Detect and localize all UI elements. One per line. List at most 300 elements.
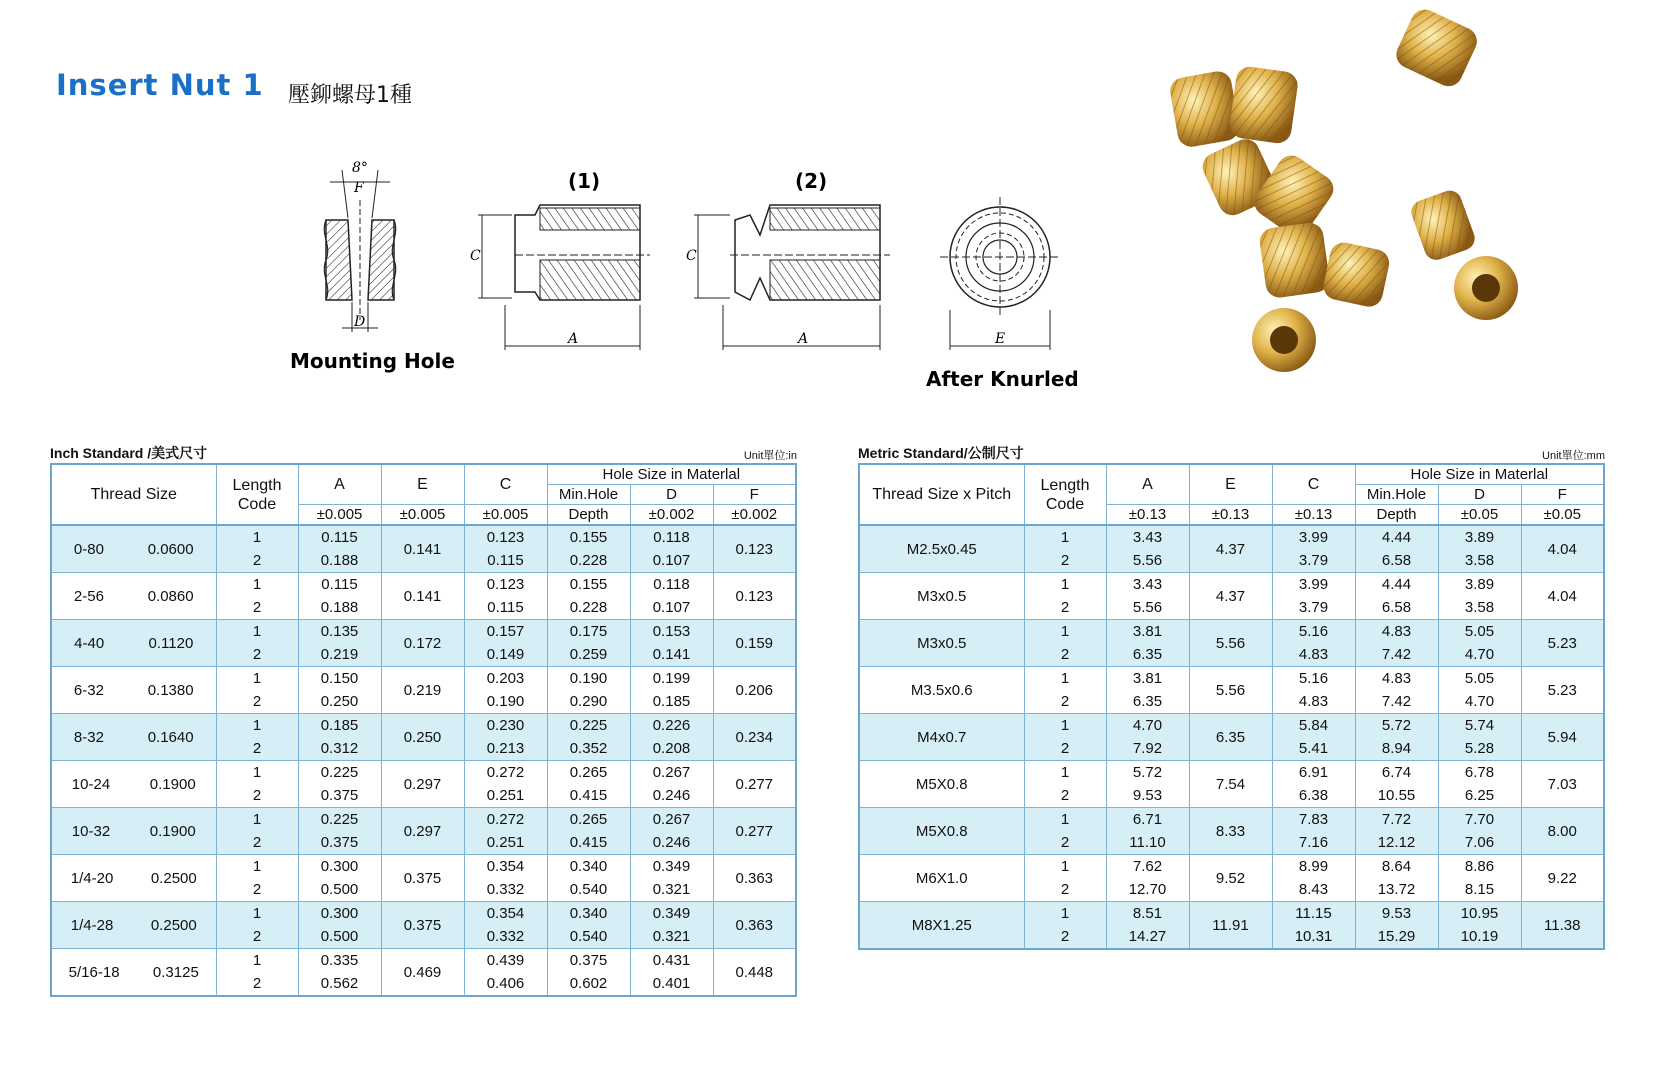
end-view-drawing <box>940 197 1060 350</box>
length-code-cell: 1 <box>216 949 298 973</box>
length-code-cell: 1 <box>216 902 298 926</box>
d-cell: 0.118 <box>630 525 713 549</box>
e-label: E <box>995 331 1006 347</box>
a-cell: 6.35 <box>1106 690 1189 714</box>
c-cell: 3.79 <box>1272 596 1355 620</box>
d-cell: 0.246 <box>630 784 713 808</box>
a-cell: 5.56 <box>1106 596 1189 620</box>
thread-size-cell: 10-32 0.1900 <box>51 808 216 855</box>
e-cell: 0.297 <box>381 761 464 808</box>
c-label-2: C <box>686 248 697 264</box>
minhole-cell: 0.602 <box>547 972 630 996</box>
d-cell: 3.89 <box>1438 525 1521 549</box>
a-cell: 0.188 <box>298 596 381 620</box>
thread-size-cell: 10-24 0.1900 <box>51 761 216 808</box>
minhole-cell: 9.53 <box>1355 902 1438 926</box>
length-code-cell: 2 <box>1024 596 1106 620</box>
c-cell: 0.439 <box>464 949 547 973</box>
c-cell: 5.84 <box>1272 714 1355 738</box>
minhole-cell: 4.83 <box>1355 667 1438 691</box>
variant2-label: (2) <box>795 169 828 193</box>
table-row <box>859 620 1604 644</box>
insert-variant1-drawing <box>478 205 650 350</box>
thread-size-cell: 8-32 0.1640 <box>51 714 216 761</box>
length-code-cell: 1 <box>1024 620 1106 644</box>
c-cell: 0.332 <box>464 878 547 902</box>
d-cell: 6.25 <box>1438 784 1521 808</box>
a-cell: 8.51 <box>1106 902 1189 926</box>
angle-label: 8° <box>352 160 368 176</box>
a-cell: 14.27 <box>1106 925 1189 949</box>
d-cell: 5.05 <box>1438 667 1521 691</box>
minhole-cell: 6.58 <box>1355 596 1438 620</box>
length-code-cell: 2 <box>216 784 298 808</box>
length-code-cell: 1 <box>216 573 298 597</box>
minhole-cell: 10.55 <box>1355 784 1438 808</box>
metric-table-section <box>858 443 1605 950</box>
length-code-cell: 2 <box>216 596 298 620</box>
depth-header: Depth <box>547 505 630 526</box>
e-cell: 0.141 <box>381 525 464 573</box>
minhole-cell: 0.190 <box>547 667 630 691</box>
d-cell: 0.153 <box>630 620 713 644</box>
d-cell: 6.78 <box>1438 761 1521 785</box>
table-row <box>859 855 1604 879</box>
product-photo <box>1168 0 1660 420</box>
a-cell: 11.10 <box>1106 831 1189 855</box>
a-cell: 6.71 <box>1106 808 1189 832</box>
a-cell: 0.150 <box>298 667 381 691</box>
minhole-cell: 7.72 <box>1355 808 1438 832</box>
d-cell: 10.95 <box>1438 902 1521 926</box>
length-code-cell: 1 <box>216 808 298 832</box>
length-code-cell: 2 <box>216 831 298 855</box>
d-cell: 0.185 <box>630 690 713 714</box>
minhole-cell: 12.12 <box>1355 831 1438 855</box>
c-cell: 0.354 <box>464 902 547 926</box>
d-cell: 0.199 <box>630 667 713 691</box>
minhole-cell: 0.352 <box>547 737 630 761</box>
c-cell: 11.15 <box>1272 902 1355 926</box>
e-cell: 8.33 <box>1189 808 1272 855</box>
c-cell: 5.16 <box>1272 667 1355 691</box>
a-cell: 0.115 <box>298 573 381 597</box>
c-cell: 0.272 <box>464 761 547 785</box>
c-cell: 0.123 <box>464 525 547 549</box>
thread-size-cell: M4x0.7 <box>859 714 1024 761</box>
c-cell: 6.91 <box>1272 761 1355 785</box>
a-cell: 0.115 <box>298 525 381 549</box>
a-cell: 4.70 <box>1106 714 1189 738</box>
c-cell: 0.115 <box>464 549 547 573</box>
inch-table-title: Inch Standard /美式尺寸 <box>50 445 208 461</box>
f-cell: 9.22 <box>1521 855 1604 902</box>
minhole-cell: 0.540 <box>547 925 630 949</box>
a-cell: 9.53 <box>1106 784 1189 808</box>
a-cell: 3.43 <box>1106 573 1189 597</box>
c-cell: 4.83 <box>1272 690 1355 714</box>
a-cell: 0.312 <box>298 737 381 761</box>
minhole-cell: 0.340 <box>547 902 630 926</box>
length-code-cell: 2 <box>216 643 298 667</box>
table-row <box>859 808 1604 832</box>
length-code-cell: 1 <box>1024 902 1106 926</box>
length-code-cell: 1 <box>216 714 298 738</box>
c-cell: 0.203 <box>464 667 547 691</box>
f-cell: 5.23 <box>1521 620 1604 667</box>
d-cell: 0.226 <box>630 714 713 738</box>
length-code-cell: 1 <box>216 525 298 549</box>
d-cell: 3.58 <box>1438 549 1521 573</box>
a-cell: 0.562 <box>298 972 381 996</box>
c-cell: 0.115 <box>464 596 547 620</box>
minhole-cell: 0.540 <box>547 878 630 902</box>
a-tolerance: ±0.005 <box>298 505 381 526</box>
a-label-1: A <box>568 331 579 347</box>
brass-insert-group <box>1168 5 1518 372</box>
thread-pitch-header: Thread Size x Pitch <box>859 464 1024 525</box>
minhole-cell: 0.228 <box>547 596 630 620</box>
minhole-cell: 8.94 <box>1355 737 1438 761</box>
c-cell: 0.190 <box>464 690 547 714</box>
d-cell: 0.431 <box>630 949 713 973</box>
variant1-label: (1) <box>568 169 601 193</box>
thread-size-cell: 1/4-20 0.2500 <box>51 855 216 902</box>
thread-size-cell: M5X0.8 <box>859 808 1024 855</box>
minhole-cell: 6.58 <box>1355 549 1438 573</box>
c-cell: 7.83 <box>1272 808 1355 832</box>
f-cell: 0.277 <box>713 761 796 808</box>
d-cell: 0.401 <box>630 972 713 996</box>
c-cell: 3.79 <box>1272 549 1355 573</box>
minhole-cell: 0.265 <box>547 808 630 832</box>
length-code-cell: 2 <box>1024 690 1106 714</box>
e-cell: 11.91 <box>1189 902 1272 950</box>
thread-size-header: Thread Size <box>51 464 216 525</box>
c-cell: 0.251 <box>464 831 547 855</box>
length-code-cell: 2 <box>1024 643 1106 667</box>
a-cell: 5.56 <box>1106 549 1189 573</box>
a-header: A <box>298 464 381 505</box>
length-code-cell: 2 <box>1024 549 1106 573</box>
length-code-cell: 1 <box>1024 761 1106 785</box>
a-cell: 3.81 <box>1106 667 1189 691</box>
f-cell: 0.448 <box>713 949 796 997</box>
c-header: C <box>1272 464 1355 505</box>
e-cell: 0.219 <box>381 667 464 714</box>
e-header: E <box>1189 464 1272 505</box>
minhole-cell: 6.74 <box>1355 761 1438 785</box>
minhole-cell: 0.375 <box>547 949 630 973</box>
hole-size-header: Hole Size in Materlal <box>1355 464 1604 485</box>
length-code-cell: 1 <box>1024 667 1106 691</box>
hole-size-header: Hole Size in Materlal <box>547 464 796 485</box>
c-cell: 0.123 <box>464 573 547 597</box>
d-cell: 0.321 <box>630 925 713 949</box>
a-cell: 0.500 <box>298 925 381 949</box>
minhole-cell: 0.228 <box>547 549 630 573</box>
d-label: D <box>354 314 366 330</box>
a-cell: 0.375 <box>298 784 381 808</box>
c-cell: 0.213 <box>464 737 547 761</box>
c-cell: 0.157 <box>464 620 547 644</box>
d-tolerance: ±0.002 <box>630 505 713 526</box>
c-cell: 8.99 <box>1272 855 1355 879</box>
minhole-cell: 0.175 <box>547 620 630 644</box>
c-cell: 10.31 <box>1272 925 1355 949</box>
minhole-cell: 0.265 <box>547 761 630 785</box>
thread-size-cell: 4-40 0.1120 <box>51 620 216 667</box>
thread-size-cell: M3x0.5 <box>859 620 1024 667</box>
d-cell: 5.28 <box>1438 737 1521 761</box>
a-cell: 0.300 <box>298 902 381 926</box>
a-cell: 0.188 <box>298 549 381 573</box>
a-cell: 3.43 <box>1106 525 1189 549</box>
table-row <box>51 667 796 691</box>
thread-size-cell: M3.5x0.6 <box>859 667 1024 714</box>
e-cell: 5.56 <box>1189 667 1272 714</box>
a-cell: 0.375 <box>298 831 381 855</box>
minhole-cell: 15.29 <box>1355 925 1438 949</box>
a-cell: 7.62 <box>1106 855 1189 879</box>
a-cell: 0.300 <box>298 855 381 879</box>
inch-table <box>50 463 797 997</box>
f-cell: 8.00 <box>1521 808 1604 855</box>
c-cell: 4.83 <box>1272 643 1355 667</box>
a-header: A <box>1106 464 1189 505</box>
e-cell: 0.375 <box>381 902 464 949</box>
a-cell: 0.500 <box>298 878 381 902</box>
a-cell: 7.92 <box>1106 737 1189 761</box>
e-cell: 6.35 <box>1189 714 1272 761</box>
e-cell: 0.469 <box>381 949 464 997</box>
d-cell: 0.267 <box>630 808 713 832</box>
a-label-2: A <box>798 331 809 347</box>
f-cell: 11.38 <box>1521 902 1604 950</box>
e-cell: 0.375 <box>381 855 464 902</box>
e-tolerance: ±0.005 <box>381 505 464 526</box>
table-row <box>859 667 1604 691</box>
c-cell: 6.38 <box>1272 784 1355 808</box>
table-row <box>51 902 796 926</box>
length-code-cell: 1 <box>1024 573 1106 597</box>
length-code-cell: 2 <box>216 925 298 949</box>
a-cell: 12.70 <box>1106 878 1189 902</box>
d-header: D <box>630 485 713 505</box>
minhole-cell: 7.42 <box>1355 690 1438 714</box>
length-code-cell: 1 <box>1024 855 1106 879</box>
minhole-cell: 4.44 <box>1355 573 1438 597</box>
c-cell: 0.230 <box>464 714 547 738</box>
thread-size-cell: 2-56 0.0860 <box>51 573 216 620</box>
f-cell: 5.23 <box>1521 667 1604 714</box>
table-row <box>51 573 796 597</box>
title-chinese: 壓鉚螺母1種 <box>288 83 412 108</box>
c-tolerance: ±0.13 <box>1272 505 1355 526</box>
mounting-hole-label: Mounting Hole <box>290 349 455 373</box>
length-code-cell: 2 <box>1024 784 1106 808</box>
f-label: F <box>354 180 364 196</box>
length-code-cell: 1 <box>216 620 298 644</box>
thread-size-cell: 5/16-18 0.3125 <box>51 949 216 997</box>
f-cell: 0.363 <box>713 902 796 949</box>
table-row <box>51 714 796 738</box>
metric-table <box>858 463 1605 950</box>
table-row <box>51 525 796 549</box>
minhole-cell: 4.83 <box>1355 620 1438 644</box>
minhole-cell: 8.64 <box>1355 855 1438 879</box>
length-code-cell: 2 <box>216 549 298 573</box>
a-cell: 0.185 <box>298 714 381 738</box>
table-row <box>859 573 1604 597</box>
length-code-cell: 2 <box>1024 925 1106 949</box>
minhole-cell: 0.340 <box>547 855 630 879</box>
a-cell: 0.219 <box>298 643 381 667</box>
f-cell: 0.277 <box>713 808 796 855</box>
a-cell: 0.250 <box>298 690 381 714</box>
length-code-cell: 2 <box>216 972 298 996</box>
thread-size-cell: 6-32 0.1380 <box>51 667 216 714</box>
thread-size-cell: 1/4-28 0.2500 <box>51 902 216 949</box>
length-code-cell: 1 <box>1024 525 1106 549</box>
length-code-cell: 2 <box>1024 878 1106 902</box>
c-cell: 3.99 <box>1272 525 1355 549</box>
f-tolerance: ±0.002 <box>713 505 796 526</box>
table-row <box>859 761 1604 785</box>
minhole-cell: 0.415 <box>547 831 630 855</box>
e-cell: 9.52 <box>1189 855 1272 902</box>
minhole-cell: 0.155 <box>547 525 630 549</box>
table-row <box>51 949 796 973</box>
c-header: C <box>464 464 547 505</box>
d-cell: 5.05 <box>1438 620 1521 644</box>
length-code-header: Length Code <box>1024 464 1106 525</box>
a-cell: 0.335 <box>298 949 381 973</box>
title-english: Insert Nut 1 <box>56 68 264 102</box>
a-cell: 0.225 <box>298 808 381 832</box>
depth-header: Depth <box>1355 505 1438 526</box>
e-cell: 4.37 <box>1189 525 1272 573</box>
d-cell: 0.208 <box>630 737 713 761</box>
d-cell: 3.89 <box>1438 573 1521 597</box>
c-cell: 0.251 <box>464 784 547 808</box>
length-code-cell: 2 <box>216 690 298 714</box>
thread-size-cell: M6X1.0 <box>859 855 1024 902</box>
length-code-cell: 2 <box>216 878 298 902</box>
table-row <box>859 525 1604 549</box>
d-cell: 0.141 <box>630 643 713 667</box>
table-row <box>859 902 1604 926</box>
minhole-cell: 4.44 <box>1355 525 1438 549</box>
length-code-cell: 1 <box>1024 714 1106 738</box>
d-cell: 8.86 <box>1438 855 1521 879</box>
a-cell: 3.81 <box>1106 620 1189 644</box>
c-cell: 5.16 <box>1272 620 1355 644</box>
a-cell: 0.225 <box>298 761 381 785</box>
table-row <box>51 855 796 879</box>
thread-size-cell: 0-80 0.0600 <box>51 525 216 573</box>
a-cell: 5.72 <box>1106 761 1189 785</box>
d-cell: 7.06 <box>1438 831 1521 855</box>
e-cell: 7.54 <box>1189 761 1272 808</box>
minhole-cell: 0.259 <box>547 643 630 667</box>
c-cell: 7.16 <box>1272 831 1355 855</box>
metric-unit-label: Unit單位:mm <box>1542 450 1605 462</box>
e-header: E <box>381 464 464 505</box>
e-cell: 0.141 <box>381 573 464 620</box>
d-cell: 0.349 <box>630 902 713 926</box>
d-cell: 0.107 <box>630 596 713 620</box>
d-tolerance: ±0.05 <box>1438 505 1521 526</box>
d-cell: 8.15 <box>1438 878 1521 902</box>
c-cell: 5.41 <box>1272 737 1355 761</box>
d-cell: 5.74 <box>1438 714 1521 738</box>
c-cell: 0.149 <box>464 643 547 667</box>
a-cell: 6.35 <box>1106 643 1189 667</box>
f-cell: 0.123 <box>713 573 796 620</box>
table-row <box>51 808 796 832</box>
d-cell: 10.19 <box>1438 925 1521 949</box>
length-code-cell: 2 <box>1024 831 1106 855</box>
e-cell: 0.172 <box>381 620 464 667</box>
e-tolerance: ±0.13 <box>1189 505 1272 526</box>
d-cell: 0.246 <box>630 831 713 855</box>
a-cell: 0.135 <box>298 620 381 644</box>
minhole-header: Min.Hole <box>1355 485 1438 505</box>
d-cell: 4.70 <box>1438 643 1521 667</box>
f-cell: 0.159 <box>713 620 796 667</box>
d-cell: 0.107 <box>630 549 713 573</box>
thread-size-cell: M8X1.25 <box>859 902 1024 950</box>
f-cell: 5.94 <box>1521 714 1604 761</box>
d-header: D <box>1438 485 1521 505</box>
f-cell: 4.04 <box>1521 573 1604 620</box>
e-cell: 0.250 <box>381 714 464 761</box>
f-cell: 0.234 <box>713 714 796 761</box>
inch-unit-label: Unit單位:in <box>743 450 797 462</box>
length-code-cell: 1 <box>216 667 298 691</box>
f-cell: 0.206 <box>713 667 796 714</box>
d-cell: 0.321 <box>630 878 713 902</box>
f-tolerance: ±0.05 <box>1521 505 1604 526</box>
length-code-cell: 1 <box>216 761 298 785</box>
f-cell: 0.123 <box>713 525 796 573</box>
f-cell: 0.363 <box>713 855 796 902</box>
minhole-cell: 0.415 <box>547 784 630 808</box>
minhole-cell: 13.72 <box>1355 878 1438 902</box>
e-cell: 0.297 <box>381 808 464 855</box>
after-knurled-label: After Knurled <box>926 367 1079 391</box>
f-header: F <box>713 485 796 505</box>
c-cell: 3.99 <box>1272 573 1355 597</box>
d-cell: 0.118 <box>630 573 713 597</box>
c-cell: 8.43 <box>1272 878 1355 902</box>
c-cell: 0.332 <box>464 925 547 949</box>
f-cell: 4.04 <box>1521 525 1604 573</box>
length-code-header: Length Code <box>216 464 298 525</box>
length-code-cell: 1 <box>1024 808 1106 832</box>
e-cell: 5.56 <box>1189 620 1272 667</box>
table-row <box>859 714 1604 738</box>
c-cell: 0.406 <box>464 972 547 996</box>
minhole-cell: 5.72 <box>1355 714 1438 738</box>
c-label-1: C <box>470 248 481 264</box>
technical-drawings <box>290 160 1090 410</box>
d-cell: 3.58 <box>1438 596 1521 620</box>
table-row <box>51 620 796 644</box>
c-cell: 0.354 <box>464 855 547 879</box>
c-cell: 0.272 <box>464 808 547 832</box>
